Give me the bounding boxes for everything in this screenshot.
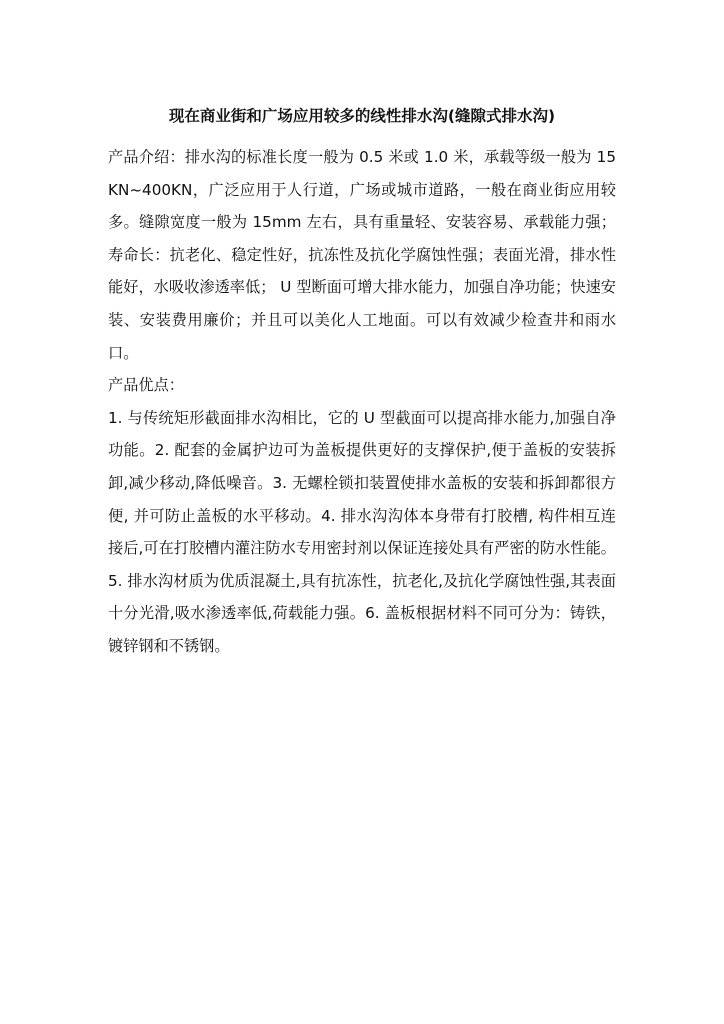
intro-paragraph: 产品介绍：排水沟的标准长度一般为 0.5 米或 1.0 米，承载等级一般为 15KN~400KN，广泛应用于人行道，广场或城市道路，一般在商业街应用较多。缝隙宽度一般为 15mm 左右，具有重量轻、安装容易、承载能力强； 寿命长：抗老化、稳定性好，抗冻性及抗化学腐蚀性强；表面光滑，排水性能好，水吸收渗透率低； U 型断面可增大排水能力，加强自净功能；快速安装、安装费用廉价；并且可以美化人工地面。可以有效减少检查井和雨水口。 (108, 148, 616, 362)
advantages-heading: 产品优点： (108, 376, 184, 395)
advantages-paragraph: 1. 与传统矩形截面排水沟相比，它的 U 型截面可以提高排水能力,加强自净功能。2. 配套的金属护边可为盖板提供更好的支撑保护,便于盖板的安装拆卸,减少移动,降低噪音。3. 无螺栓锁扣装置使排水盖板的安装和拆卸都很方便, 并可防止盖板的水平移动。4. 排水沟沟体本身带有打胶槽, 构件相互连接后,可在打胶槽内灌注防水专用密封剂以保证连接处具有严密的防水性能。5. 排水沟材质为优质混凝土,具有抗冻性，抗老化,及抗化学腐蚀性强,其表面十分光滑,吸水渗透率低,荷载能力强。6. 盖板根据材料不同可分为：铸铁，镀锌钢和不锈钢。 (108, 408, 616, 655)
document-title: 现在商业街和广场应用较多的线性排水沟(缝隙式排水沟) (168, 107, 556, 125)
document-body (108, 141, 616, 663)
